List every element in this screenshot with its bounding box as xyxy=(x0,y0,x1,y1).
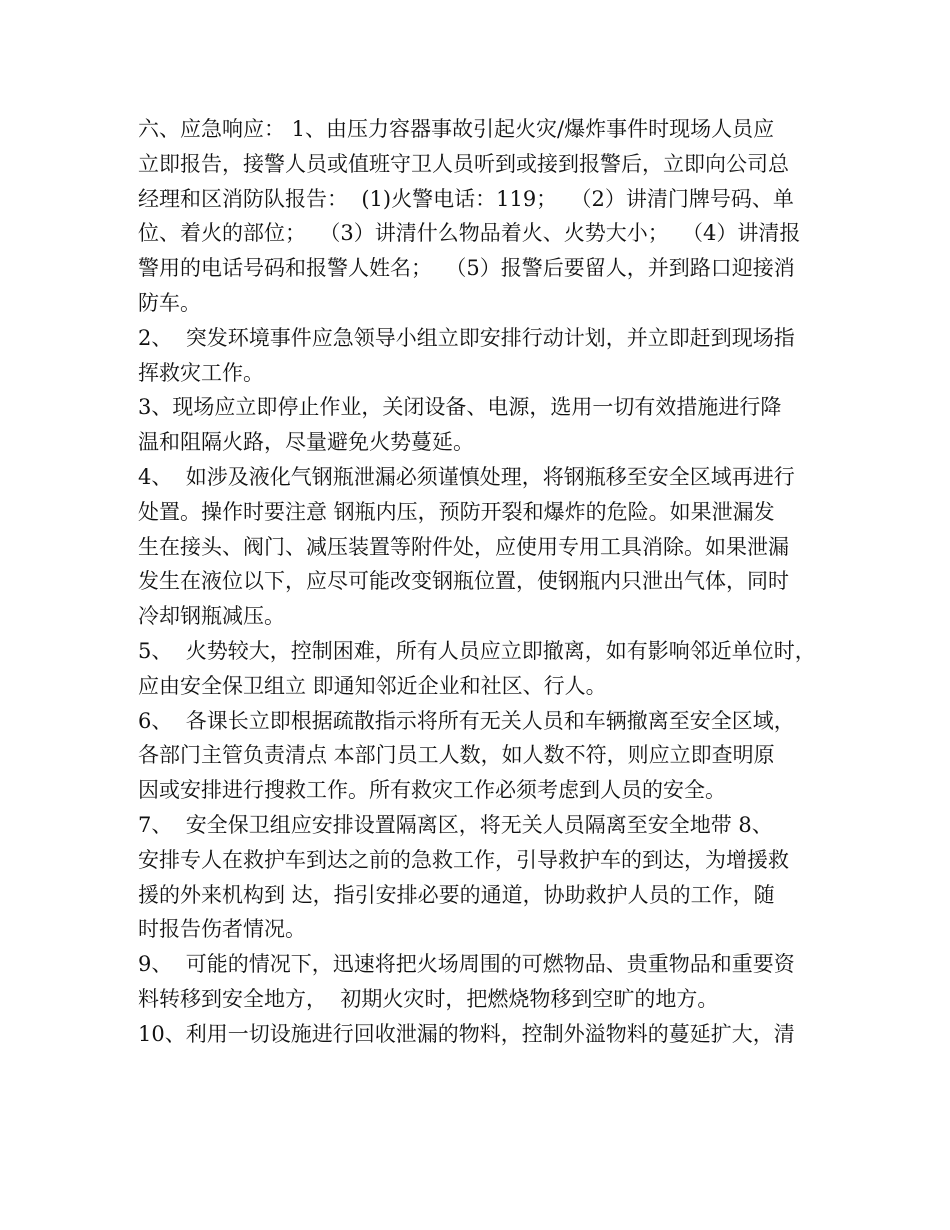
text-line: 应由安全保卫组立 即通知邻近企业和社区、行人。 xyxy=(138,673,607,698)
text-line: 处置。操作时要注意 钢瓶内压，预防开裂和爆炸的危险。如果泄漏发 xyxy=(138,499,775,524)
text-line: 援的外来机构到 达，指引安排必要的通道，协助救护人员的工作，随 xyxy=(138,882,775,907)
text-line: 发生在液位以下，应尽可能改变钢瓶位置，使钢瓶内只泄出气体，同时 xyxy=(138,569,789,594)
text-line: 时报告伤者情况。 xyxy=(138,917,306,942)
text-line: 2、 突发环境事件应急领导小组立即安排行动计划，并立即赶到现场指 xyxy=(138,325,795,350)
text-line: 7、 安全保卫组应安排设置隔离区，将无关人员隔离至安全地带 8、 xyxy=(138,812,773,837)
text-line: 位、着火的部位； （3）讲清什么物品着火、火势大小； （4）讲清报 xyxy=(138,221,801,246)
text-line: 警用的电话号码和报警人姓名； （5）报警后要留人，并到路口迎接消 xyxy=(138,256,795,281)
text-line: 料转移到安全地方， 初期火灾时，把燃烧物移到空旷的地方。 xyxy=(138,986,719,1011)
text-line: 9、 可能的情况下，迅速将把火场周围的可燃物品、贵重物品和重要资 xyxy=(138,952,795,977)
text-line: 六、应急响应： 1、由压力容器事故引起火灾/爆炸事件时现场人员应 xyxy=(138,117,775,141)
text-line: 3、现场应立即停止作业，关闭设备、电源，选用一切有效措施进行降 xyxy=(138,395,782,420)
document-body xyxy=(138,112,828,1052)
text-line: 各部门主管负责清点 本部门员工人数，如人数不符，则应立即查明原 xyxy=(138,743,775,768)
text-line: 10、利用一切设施进行回收泄漏的物料，控制外溢物料的蔓延扩大，清 xyxy=(138,1021,795,1046)
text-line: 安排专人在救护车到达之前的急救工作，引导救护车的到达，为增援救 xyxy=(138,847,789,872)
text-line: 5、 火势较大，控制困难，所有人员应立即撤离，如有影响邻近单位时， xyxy=(138,638,816,663)
text-line: 因或安排进行搜救工作。所有救灾工作必须考虑到人员的安全。 xyxy=(138,778,726,803)
text-line: 生在接头、阀门、减压装置等附件处，应使用专用工具消除。如果泄漏 xyxy=(138,534,789,559)
text-line: 防车。 xyxy=(138,290,201,315)
text-line: 4、 如涉及液化气钢瓶泄漏必须谨慎处理，将钢瓶移至安全区域再进行 xyxy=(138,464,795,489)
text-line: 立即报告，接警人员或值班守卫人员听到或接到报警后，立即向公司总 xyxy=(138,151,789,176)
text-line: 温和阻隔火路，尽量避免火势蔓延。 xyxy=(138,430,474,455)
text-line: 挥救灾工作。 xyxy=(138,360,264,385)
text-line: 经理和区消防队报告： (1)火警电话：119； （2）讲清门牌号码、单 xyxy=(138,186,794,211)
text-line: 冷却钢瓶减压。 xyxy=(138,604,285,629)
text-line: 6、 各课长立即根据疏散指示将所有无关人员和车辆撤离至安全区域， xyxy=(138,708,795,733)
